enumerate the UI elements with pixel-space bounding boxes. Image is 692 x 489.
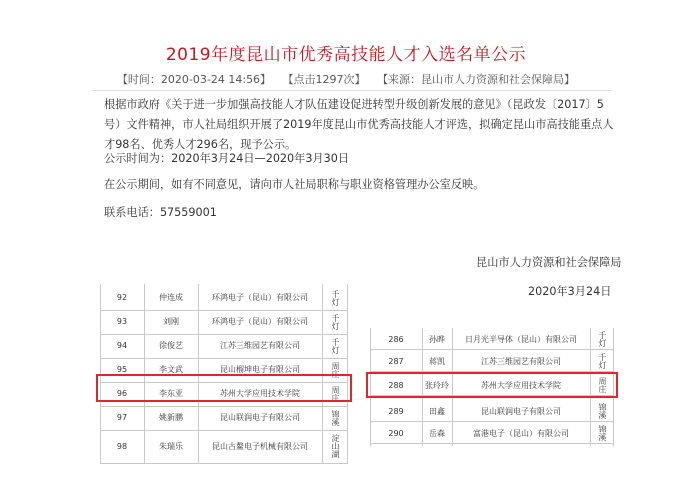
cell-no: 95 <box>116 365 128 374</box>
body-paragraph-1: 根据市政府《关于进一步加强高技能人才队伍建设促进转型升级创新发展的意见》（昆政发〔2017〕5号）文件精神，市人社局组织开展了2019年度昆山市优秀高技能人才评选，拟确定昆山市高技能重点人才98名、优秀人才296名，现予公示。 <box>104 98 614 151</box>
table-row <box>100 428 348 464</box>
cell-no: 288 <box>388 380 404 390</box>
table-row <box>370 328 614 350</box>
cell-name: 孙晔 <box>429 334 445 344</box>
meta-divider <box>92 90 612 91</box>
cell-name: 朱瑞乐 <box>159 441 183 451</box>
table-row <box>100 380 348 407</box>
cell-org: 苏州大学应用技术学院 <box>220 389 300 398</box>
table-row <box>370 422 614 444</box>
table-row <box>370 400 614 422</box>
cell-org: 环鸿电子（昆山）有限公司 <box>212 293 308 302</box>
table-row <box>370 350 614 372</box>
cell-name: 蒋凯 <box>429 356 445 366</box>
signature-date: 2020年3月24日 <box>528 285 612 298</box>
cell-name: 姚新鹏 <box>159 413 183 422</box>
cell-no: 92 <box>116 293 128 302</box>
cell-no: 289 <box>388 406 404 416</box>
cell-org: 日月光半导体（昆山）有限公司 <box>465 334 577 344</box>
body-paragraph-3: 在公示期间，如有不同意见，请向市人社局职称与职业资格管理办公室反映。 <box>104 178 485 191</box>
cell-name: 张玲玲 <box>425 380 449 390</box>
cell-org: 昆山联润电子有限公司 <box>220 413 300 422</box>
cell-org: 昆山榴坤电子有限公司 <box>220 365 300 374</box>
cell-org: 昆山联润电子有限公司 <box>481 406 561 416</box>
article-source: 【来源：昆山市人力资源和社会保障局】 <box>377 73 576 86</box>
cell-city: 千灯 <box>598 353 607 369</box>
contact-phone: 联系电话：57559001 <box>104 206 217 219</box>
table-row <box>100 404 348 431</box>
cell-name: 李文武 <box>159 365 183 374</box>
cell-name: 田鑫 <box>429 406 445 416</box>
cell-city: 周庄 <box>331 385 340 402</box>
cell-city: 千灯 <box>331 289 340 306</box>
cell-org: 苏州大学应用技术学院 <box>481 380 561 390</box>
cell-city: 千灯 <box>598 331 607 347</box>
table-row <box>100 332 348 359</box>
cell-city: 周庄 <box>598 377 607 393</box>
cell-name: 仲连成 <box>159 293 183 302</box>
cell-name: 李东亚 <box>159 389 183 398</box>
table-row <box>100 356 348 383</box>
page-title: 2019年度昆山市优秀高技能人才入选名单公示 <box>165 45 527 65</box>
article-meta <box>0 71 692 87</box>
cell-no: 96 <box>116 389 128 398</box>
table-row <box>100 308 348 335</box>
cell-city: 千灯 <box>331 337 340 354</box>
right-table-image <box>370 328 614 446</box>
cell-no: 97 <box>116 413 128 422</box>
publish-time: 【时间：2020-03-24 14:56】 <box>116 73 272 86</box>
cell-city: 锦溪 <box>598 425 607 441</box>
cell-city: 淀山湖 <box>331 434 340 458</box>
cell-no: 94 <box>116 341 128 350</box>
click-count: 【点击1297次】 <box>282 73 366 86</box>
table-row <box>370 374 614 396</box>
cell-org: 江苏三维园艺有限公司 <box>481 356 561 366</box>
cell-city: 锦溪 <box>598 403 607 419</box>
cell-no: 98 <box>116 441 128 451</box>
cell-name: 岳森 <box>429 428 445 438</box>
left-table-image <box>100 284 348 464</box>
cell-city: 千灯 <box>331 313 340 330</box>
cell-city: 周庄 <box>331 361 340 378</box>
cell-org: 富港电子（昆山）有限公司 <box>473 428 569 438</box>
cell-no: 290 <box>388 428 404 438</box>
cell-org: 环鸿电子（昆山）有限公司 <box>212 317 308 326</box>
cell-org: 昆山古鳌电子机械有限公司 <box>212 441 308 451</box>
cell-city: 锦溪 <box>331 409 340 426</box>
cell-name: 刘刚 <box>163 317 179 326</box>
table-row <box>100 284 348 311</box>
cell-name: 徐俊艺 <box>159 341 183 350</box>
signature-org: 昆山市人力资源和社会保障局 <box>476 256 622 269</box>
cell-no: 287 <box>388 356 404 366</box>
body-paragraph-2: 公示时间为：2020年3月24日—2020年3月30日 <box>104 152 350 165</box>
cell-org: 江苏三维园艺有限公司 <box>220 341 300 350</box>
cell-no: 286 <box>388 334 404 344</box>
cell-no: 93 <box>116 317 128 326</box>
